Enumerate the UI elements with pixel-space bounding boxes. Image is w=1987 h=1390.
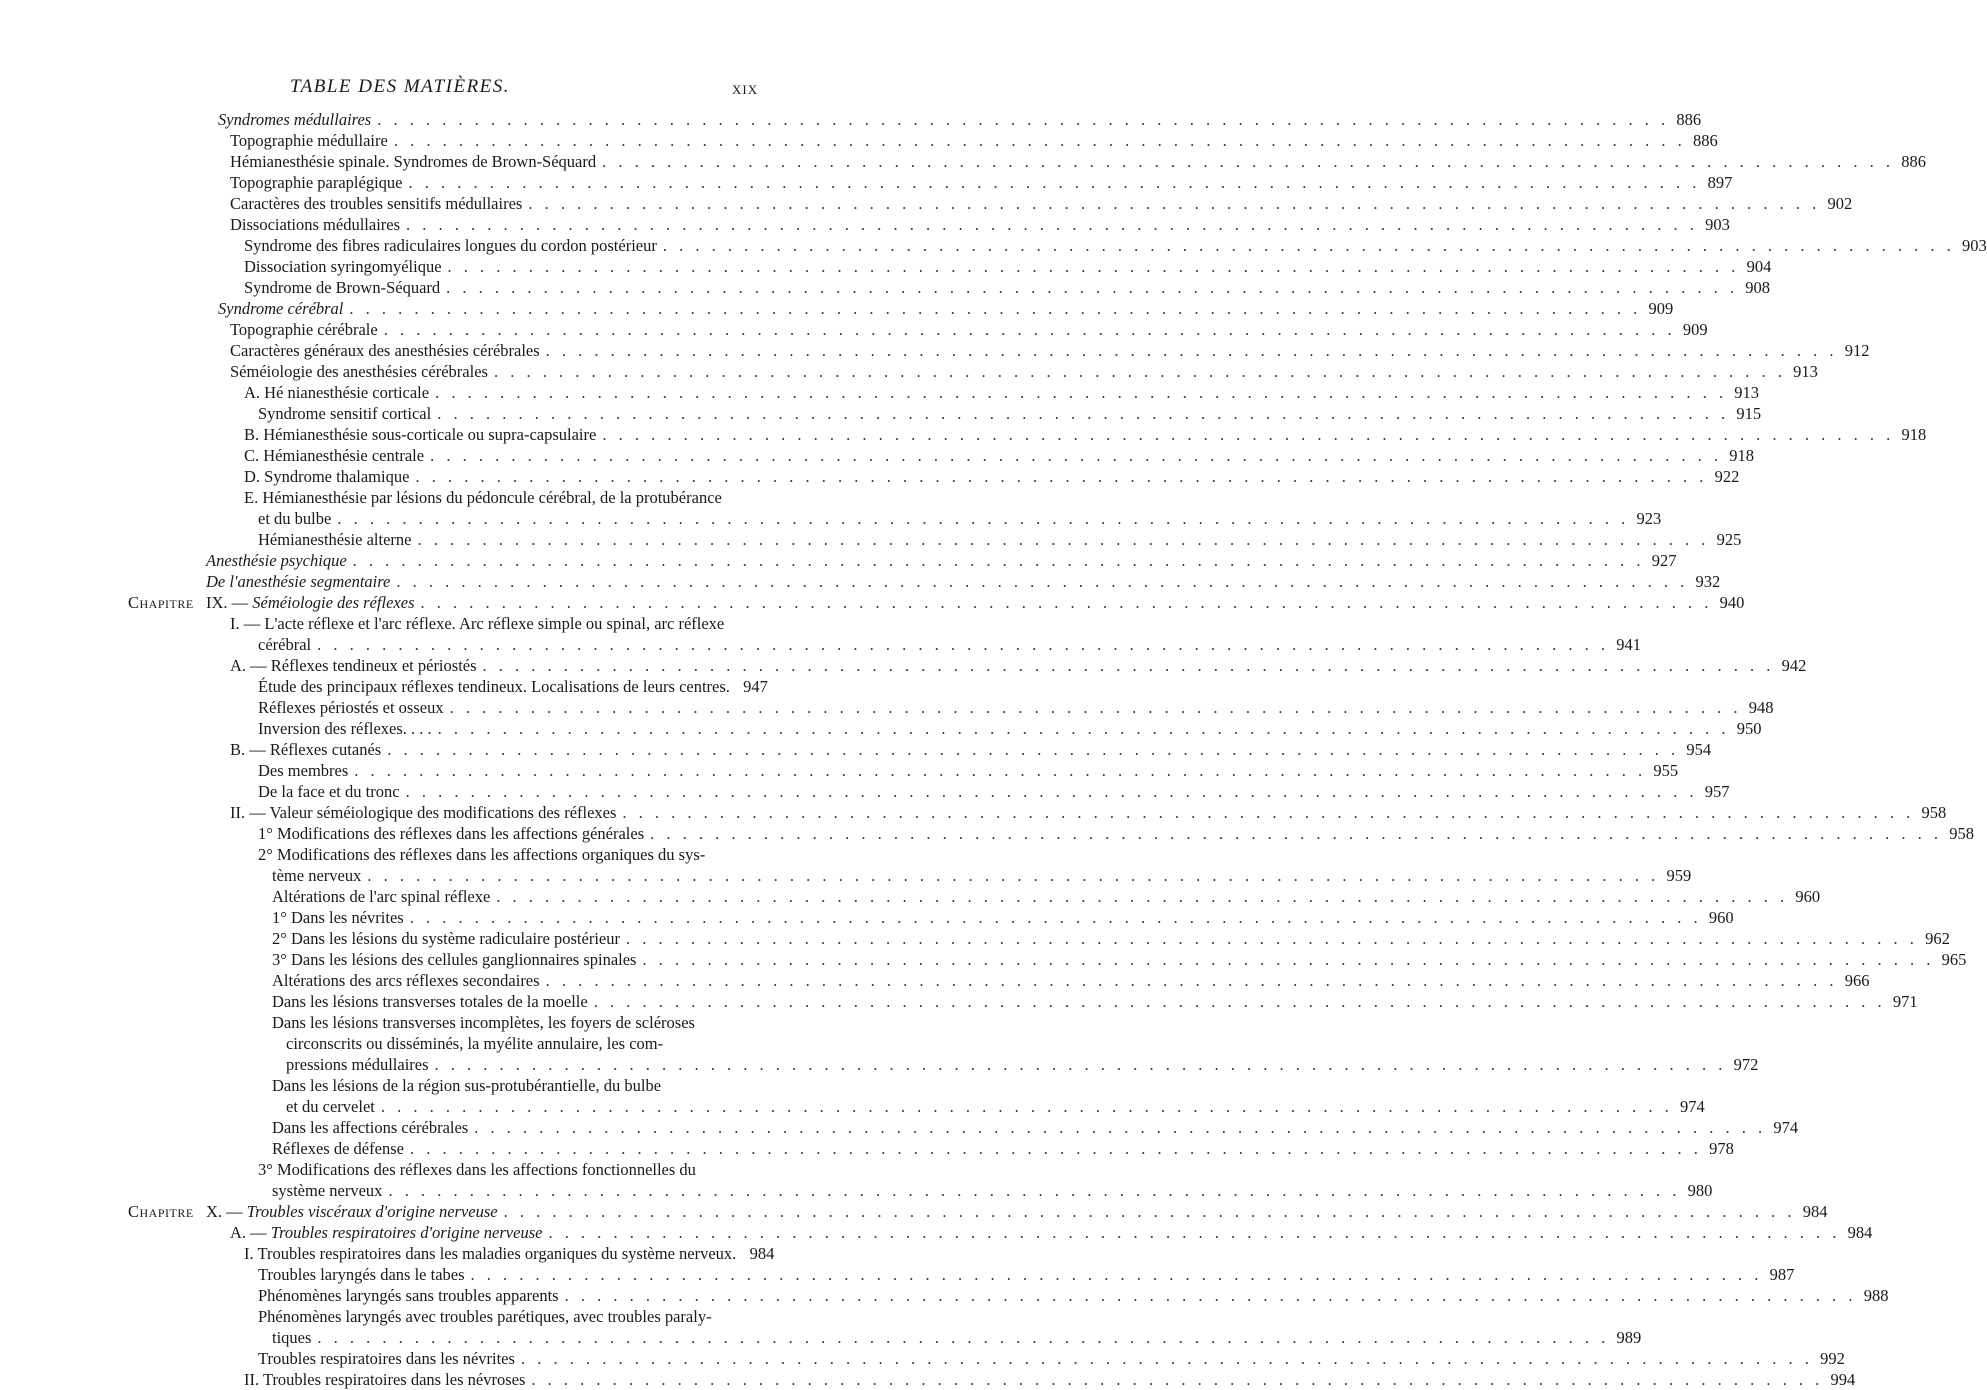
toc-entry: [0, 466, 1740, 487]
leader-dots: . . . . . . . . . . . . . . . . . . . . . . . . . . . . . . . . . . . . . . . . . . . . . . . . . . . . . . . . . . . . . . . . . . . . . . . . . . . . . . . .: [434, 1055, 1727, 1074]
toc-entry: [0, 1012, 800, 1033]
leader-dots: . . . . . . . . . . . . . . . . . . . . . . . . . . . . . . . . . . . . . . . . . . . . . . . . . . . . . . . . . . . . . . . . . . . . . . . . . . . . . . . .: [545, 341, 1838, 360]
leader-dots: . . . . . . . . . . . . . . . . . . . . . . . . . . . . . . . . . . . . . . . . . . . . . . . . . . . . . . . . . . . . . . . . . . . . . . . . . . . . . . . .: [548, 1223, 1841, 1242]
toc-page-number: 992: [1820, 1349, 1845, 1368]
toc-entry-title: Phénomènes laryngés sans troubles apparents: [258, 1286, 559, 1305]
toc-entry: [0, 802, 1947, 823]
toc-entry: [0, 193, 1853, 214]
toc-page-number: 959: [1666, 866, 1692, 885]
toc-entry: [0, 277, 1771, 298]
leader-dots: . . . . . . . . . . . . . . . . . . . . . . . . . . . . . . . . . . . . . . . . . . . . . . . . . . . . . . . . . . . . . . . . . . . . . . . . . . . . . . . .: [430, 446, 1722, 465]
toc-entry-title: 1° Dans les névrites: [272, 908, 404, 927]
toc-page-number: 941: [1616, 635, 1641, 654]
toc-entry-title: tiques: [272, 1328, 312, 1347]
toc-entry-title: X. — Troubles viscéraux d'origine nerveuse: [206, 1202, 498, 1221]
toc-entry-title: A. — Troubles respiratoires d'origine nerveuse: [230, 1223, 543, 1242]
toc-entry: [0, 1264, 1795, 1285]
leader-dots: . . . . . . . . . . . . . . . . . . . . . . . . . . . . . . . . . . . . . . . . . . . . . . . . . . . . . . . . . . . . . . . . . . . . . . . . . . . . . . . .: [354, 761, 1647, 780]
toc-entry: [0, 529, 1742, 550]
toc-entry-title: circonscrits ou disséminés, la myélite annulaire, les com-: [286, 1034, 664, 1053]
toc-entry-title: Caractères des troubles sensitifs médullaires: [230, 194, 523, 213]
toc-entry: [0, 1075, 800, 1096]
toc-page-number: 958: [1921, 803, 1947, 822]
toc-entry: [0, 319, 1708, 340]
toc-page-number: 994: [1830, 1370, 1856, 1389]
toc-entry: [0, 1054, 1759, 1075]
toc-page-number: 972: [1733, 1055, 1759, 1074]
toc-entry: [0, 508, 1662, 529]
toc-page-number: 984: [749, 1244, 775, 1263]
toc-entry-title: Topographie cérébrale: [230, 320, 378, 339]
toc-page-number: 957: [1704, 782, 1730, 801]
toc-entry-title: Dissociations médullaires: [230, 215, 401, 234]
toc-entry-title: Phénomènes laryngés avec troubles parétiques, avec troubles paraly-: [258, 1307, 712, 1326]
toc-entry: [0, 298, 1674, 319]
toc-entry: [0, 592, 1745, 613]
toc-entry-title: A. — Réflexes tendineux et périostés: [230, 656, 477, 675]
toc-entry: [0, 865, 1692, 886]
toc-entry-title: I. — L'acte réflexe et l'arc réflexe. Arc réflexe simple ou spinal, arc réflexe: [230, 614, 725, 633]
toc-page-number: 960: [1795, 887, 1821, 906]
toc-entry: [0, 130, 1718, 151]
toc-entry: [0, 1243, 800, 1264]
leader-dots: . . . . . . . . . . . . . . . . . . . . . . . . . . . . . . . . . . . . . . . . . . . . . . . . . . . . . . . . . . . . . . . . . . . . . . . . . . . . . . . .: [417, 530, 1710, 549]
toc-entry-title: I. Troubles respiratoires dans les maladies organiques du système nerveux.: [244, 1244, 737, 1263]
toc-entry: [0, 1222, 1873, 1243]
toc-entry: [0, 1180, 1713, 1201]
toc-page-number: 927: [1651, 551, 1677, 570]
toc-entry-title: E. Hémianesthésie par lésions du pédoncule cérébral, de la protubérance: [244, 488, 722, 507]
toc-entry-title: Syndrome sensitif cortical: [258, 404, 432, 423]
leader-dots: . . . . . . . . . . . . . . . . . . . . . . . . . . . . . . . . . . . . . . . . . . . . . . . . . . . . . . . . . . . . . . . . . . . . . . . . . . . . . . . .: [482, 656, 1775, 675]
leader-dots: . . . . . . . . . . . . . . . . . . . . . . . . . . . . . . . . . . . . . . . . . . . . . . . . . . . . . . . . . . . . . . . . . . . . . . . . . . . . . . . .: [435, 383, 1727, 402]
toc-page-number: 908: [1745, 278, 1771, 297]
toc-page-number: 904: [1746, 257, 1772, 276]
toc-entry: [0, 1327, 1642, 1348]
toc-page-number: 913: [1734, 383, 1759, 402]
toc-entry: [0, 1096, 1705, 1117]
toc-page-number: 922: [1714, 467, 1740, 486]
toc-entry: [0, 1348, 1845, 1369]
toc-entry-title: B. — Réflexes cutanés: [230, 740, 382, 759]
toc-entry-title: D. Syndrome thalamique: [244, 467, 410, 486]
toc-entry: [0, 445, 1754, 466]
toc-entry-title: Caractères généraux des anesthésies cérébrales: [230, 341, 540, 360]
leader-dots: . . . . . . . . . . . . . . . . . . . . . . . . . . . . . . . . . . . . . . . . . . . . . . . . . . . . . . . . . . . . . . . . . . . . . . . . . . . . . . . .: [564, 1286, 1857, 1305]
leader-dots: . . . . . . . . . . . . . . . . . . . . . . . . . . . . . . . . . . . . . . . . . . . . . . . . . . . . . . . . . . . . . . . . . . . . . . . . . . . . . . . .: [367, 866, 1660, 885]
toc-entry-title: II. Troubles respiratoires dans les névroses: [244, 1370, 526, 1389]
toc-entry-title: 2° Dans les lésions du système radiculaire postérieur: [272, 929, 620, 948]
toc-entry-title: système nerveux: [272, 1181, 383, 1200]
leader-dots: . . . . . . . . . . . . . . . . . . . . . . . . . . . . . . . . . . . . . . . . . . . . . . . . . . . . . . . . . . . . . . . . . . . . . . . . . . . . . . . .: [383, 320, 1676, 339]
leader-dots: . . . . . . . . . . . . . . . . . . . . . . . . . . . . . . . . . . . . . . . . . . . . . . . . . . . . . . . . . . . . . . . . . . . . . . . . . . . . . . . .: [531, 1370, 1824, 1389]
toc-page-number: 950: [1736, 719, 1762, 738]
toc-page-number: 965: [1941, 950, 1967, 969]
toc-page-number: 932: [1695, 572, 1721, 591]
toc-page-number: 958: [1949, 824, 1974, 843]
leader-dots: . . . . . . . . . . . . . . . . . . . . . . . . . . . . . . . . . . . . . . . . . . . . . . . . . . . . . . . . . . . . . . . . . . . . . . . . . . . . . . . .: [545, 971, 1838, 990]
toc-entry-title: Topographie paraplégique: [230, 173, 403, 192]
toc-entry: [0, 949, 1967, 970]
toc-page-number: 966: [1844, 971, 1870, 990]
toc-page-number: 942: [1781, 656, 1807, 675]
leader-dots: . . . . . . . . . . . . . . . . . . . . . . . . . . . . . . . . . . . . . . . . . . . . . . . . . . . . . . . . . . . . . . . . . . . . . . . . . . . . . . . .: [380, 1097, 1673, 1116]
toc-page-number: 909: [1648, 299, 1674, 318]
toc-page-number: 988: [1863, 1286, 1889, 1305]
toc-entry-title: Réflexes de défense: [272, 1139, 404, 1158]
toc-entry-title: Des membres: [258, 761, 349, 780]
toc-page-number: 984: [1847, 1223, 1873, 1242]
toc-entry: [0, 655, 1807, 676]
toc-entry: [0, 634, 1641, 655]
toc-entry: [0, 613, 800, 634]
toc-page-number: 974: [1773, 1118, 1799, 1137]
toc-entry-title: Altérations de l'arc spinal réflexe: [272, 887, 491, 906]
leader-dots: . . . . . . . . . . . . . . . . . . . . . . . . . . . . . . . . . . . . . . . . . . . . . . . . . . . . . . . . . . . . . . . . . . . . . . . . . . . . . . . .: [437, 404, 1730, 423]
toc-page-number: 980: [1687, 1181, 1713, 1200]
toc-page-number: 913: [1793, 362, 1818, 381]
toc-entry-title: Syndrome des fibres radiculaires longues du cordon postérieur: [244, 236, 657, 255]
toc-entry-title: Troubles respiratoires dans les névrites: [258, 1349, 515, 1368]
toc-page-number: 912: [1844, 341, 1870, 360]
toc-entry: [0, 718, 1762, 739]
toc-entry-title: Réflexes périostés et osseux: [258, 698, 444, 717]
toc-entry-title: Troubles laryngés dans le tabes: [258, 1265, 465, 1284]
leader-dots: . . . . . . . . . . . . . . . . . . . . . . . . . . . . . . . . . . . . . . . . . . . . . . . . . . . . . . . . . . . . . . . . . . . . . . . . . . . . . . . .: [409, 1139, 1702, 1158]
toc-entry: [0, 235, 1987, 256]
leader-dots: . . . . . . . . . . . . . . . . . . . . . . . . . . . . . . . . . . . . . . . . . . . . . . . . . . . . . . . . . . . . . . . . . . . . . . . . . . . . . . . .: [388, 1181, 1681, 1200]
toc-entry: [0, 1117, 1799, 1138]
toc-entry-title: Dans les affections cérébrales: [272, 1118, 469, 1137]
leader-dots: . . . . . . . . . . . . . . . . . . . . . . . . . . . . . . . . . . . . . . . . . . . . . . . . . . . . . . . . . . . . . . . . . . . . . . . . . . . . . . . .: [650, 824, 1942, 843]
toc-page-number: 948: [1748, 698, 1774, 717]
toc-page-number: 886: [1692, 131, 1718, 150]
toc-entry-title: A. Hé nianesthésie corticale: [244, 383, 430, 402]
toc-page-number: 886: [1676, 110, 1702, 129]
toc-entry: [0, 991, 1918, 1012]
leader-dots: . . . . . . . . . . . . . . . . . . . . . . . . . . . . . . . . . . . . . . . . . . . . . . . . . . . . . . . . . . . . . . . . . . . . . . . . . . . . . . . .: [317, 1328, 1610, 1347]
toc-entry: [0, 697, 1774, 718]
toc-entry: [0, 172, 1733, 193]
leader-dots: . . . . . . . . . . . . . . . . . . . . . . . . . . . . . . . . . . . . . . . . . . . . . . . . . . . . . . . . . . . . . . . . . . . . . . . . . . . . . . . .: [447, 257, 1740, 276]
toc-entry: [0, 1159, 800, 1180]
leader-dots: . . . . . . . . . . . . . . . . . . . . . . . . . . . . . . . . . . . . . . . . . . . . . . . . . . . . . . . . . . . . . . . . . . . . . . . . . . . . . . . .: [377, 110, 1670, 129]
leader-dots: . . . . . . . . . . . . . . . . . . . . . . . . . . . . . . . . . . . . . . . . . . . . . . . . . . . . . . . . . . . . . . . . . . . . . . . . . . . . . . . .: [437, 719, 1730, 738]
toc-entry: [0, 424, 1927, 445]
toc-entry: [0, 340, 1870, 361]
toc-entry-title: De l'anesthésie segmentaire: [206, 572, 391, 591]
toc-entry: [0, 823, 1974, 844]
toc-entry: [0, 403, 1762, 424]
toc-page-number: 918: [1901, 425, 1927, 444]
toc-entry-title: Inversion des réflexes. . . .: [258, 719, 432, 738]
toc-page-number: 923: [1636, 509, 1662, 528]
toc-entry-title: Hémianesthésie alterne: [258, 530, 412, 549]
toc-page-number: 925: [1716, 530, 1742, 549]
leader-dots: . . . . . . . . . . . . . . . . . . . . . . . . . . . . . . . . . . . . . . . . . . . . . . . . . . . . . . . . . . . . . . . . . . . . . . . . . . . . . . . .: [409, 908, 1702, 927]
toc-entry-title: Syndrome de Brown-Séquard: [244, 278, 441, 297]
toc-entry-title: et du cervelet: [286, 1097, 375, 1116]
toc-entry: [0, 886, 1821, 907]
toc-page-number: 984: [1802, 1202, 1828, 1221]
toc-entry: [0, 1201, 1828, 1222]
table-of-contents: [0, 109, 1987, 1390]
toc-entry: [0, 1285, 1889, 1306]
leader-dots: . . . . . . . . . . . . . . . . . . . . . . . . . . . . . . . . . . . . . . . . . . . . . . . . . . . . . . . . . . . . . . . . . . . . . . . . . . . . . . . .: [662, 236, 1955, 255]
toc-entry-title: Séméiologie des anesthésies cérébrales: [230, 362, 488, 381]
chapter-label: Chapitre: [128, 593, 194, 612]
toc-entry-title: 3° Modifications des réflexes dans les affections fonctionnelles du: [258, 1160, 696, 1179]
toc-entry: [0, 151, 1927, 172]
toc-entry: [0, 676, 800, 697]
toc-entry-title: 2° Modifications des réflexes dans les affections organiques du sys-: [258, 845, 706, 864]
toc-entry: [0, 1138, 1734, 1159]
toc-page-number: 960: [1708, 908, 1734, 927]
toc-entry: [0, 487, 800, 508]
toc-entry: [0, 760, 1679, 781]
toc-entry-title: Topographie médullaire: [230, 131, 388, 150]
leader-dots: . . . . . . . . . . . . . . . . . . . . . . . . . . . . . . . . . . . . . . . . . . . . . . . . . . . . . . . . . . . . . . . . . . . . . . . . . . . . . . . .: [503, 1202, 1796, 1221]
toc-page-number: 903: [1961, 236, 1987, 255]
leader-dots: . . . . . . . . . . . . . . . . . . . . . . . . . . . . . . . . . . . . . . . . . . . . . . . . . . . . . . . . . . . . . . . . . . . . . . . . . . . . . . . .: [602, 425, 1895, 444]
toc-page-number: 954: [1686, 740, 1712, 759]
leader-dots: . . . . . . . . . . . . . . . . . . . . . . . . . . . . . . . . . . . . . . . . . . . . . . . . . . . . . . . . . . . . . . . . . . . . . . . . . . . . . . . .: [642, 950, 1935, 969]
leader-dots: . . . . . . . . . . . . . . . . . . . . . . . . . . . . . . . . . . . . . . . . . . . . . . . . . . . . . . . . . . . . . . . . . . . . . . . . . . . . . . . .: [408, 173, 1701, 192]
leader-dots: . . . . . . . . . . . . . . . . . . . . . . . . . . . . . . . . . . . . . . . . . . . . . . . . . . . . . . . . . . . . . . . . . . . . . . . . . . . . . . . .: [622, 803, 1915, 822]
chapter-label: Chapitre: [128, 1202, 194, 1221]
toc-entry: [0, 844, 800, 865]
toc-page-number: 909: [1682, 320, 1708, 339]
leader-dots: . . . . . . . . . . . . . . . . . . . . . . . . . . . . . . . . . . . . . . . . . . . . . . . . . . . . . . . . . . . . . . . . . . . . . . . . . . . . . . . .: [420, 593, 1713, 612]
toc-page-number: 947: [743, 677, 768, 696]
leader-dots: . . . . . . . . . . . . . . . . . . . . . . . . . . . . . . . . . . . . . . . . . . . . . . . . . . . . . . . . . . . . . . . . . . . . . . . . . . . . . . . .: [415, 467, 1708, 486]
toc-entry-title: C. Hémianesthésie centrale: [244, 446, 425, 465]
leader-dots: . . . . . . . . . . . . . . . . . . . . . . . . . . . . . . . . . . . . . . . . . . . . . . . . . . . . . . . . . . . . . . . . . . . . . . . . . . . . . . . .: [602, 152, 1895, 171]
page-header-title: TABLE DES MATIÈRES.: [289, 76, 511, 97]
toc-entry-title: pressions médullaires: [286, 1055, 429, 1074]
leader-dots: . . . . . . . . . . . . . . . . . . . . . . . . . . . . . . . . . . . . . . . . . . . . . . . . . . . . . . . . . . . . . . . . . . . . . . . . . . . . . . . .: [625, 929, 1918, 948]
leader-dots: . . . . . . . . . . . . . . . . . . . . . . . . . . . . . . . . . . . . . . . . . . . . . . . . . . . . . . . . . . . . . . . . . . . . . . . . . . . . . . . .: [352, 551, 1645, 570]
toc-entry: [0, 550, 1677, 571]
toc-entry: [0, 970, 1870, 991]
toc-page-number: 955: [1653, 761, 1679, 780]
toc-entry-title: cérébral: [258, 635, 312, 654]
toc-page-number: 978: [1709, 1139, 1734, 1158]
toc-entry: [0, 739, 1712, 760]
leader-dots: . . . . . . . . . . . . . . . . . . . . . . . . . . . . . . . . . . . . . . . . . . . . . . . . . . . . . . . . . . . . . . . . . . . . . . . . . . . . . . . .: [405, 782, 1698, 801]
toc-entry: [0, 1369, 1856, 1390]
toc-entry-title: Dans les lésions transverses incomplètes, les foyers de scléroses: [272, 1013, 695, 1032]
toc-entry-title: tème nerveux: [272, 866, 362, 885]
leader-dots: . . . . . . . . . . . . . . . . . . . . . . . . . . . . . . . . . . . . . . . . . . . . . . . . . . . . . . . . . . . . . . . . . . . . . . . . . . . . . . . .: [396, 572, 1689, 591]
toc-entry-title: B. Hémianesthésie sous-corticale ou supra-capsulaire: [244, 425, 597, 444]
toc-entry: [0, 571, 1721, 592]
toc-entry-title: Hémianesthésie spinale. Syndromes de Brown-Séquard: [230, 152, 597, 171]
leader-dots: . . . . . . . . . . . . . . . . . . . . . . . . . . . . . . . . . . . . . . . . . . . . . . . . . . . . . . . . . . . . . . . . . . . . . . . . . . . . . . . .: [520, 1349, 1813, 1368]
toc-page-number: 962: [1925, 929, 1950, 948]
toc-entry-title: 1° Modifications des réflexes dans les affections générales: [258, 824, 645, 843]
toc-page-number: 886: [1901, 152, 1927, 171]
toc-entry: [0, 907, 1734, 928]
toc-page-number: 915: [1736, 404, 1762, 423]
leader-dots: . . . . . . . . . . . . . . . . . . . . . . . . . . . . . . . . . . . . . . . . . . . . . . . . . . . . . . . . . . . . . . . . . . . . . . . . . . . . . . . .: [496, 887, 1789, 906]
toc-entry-title: Syndromes médullaires: [218, 110, 372, 129]
leader-dots: . . . . . . . . . . . . . . . . . . . . . . . . . . . . . . . . . . . . . . . . . . . . . . . . . . . . . . . . . . . . . . . . . . . . . . . . . . . . . . . .: [449, 698, 1742, 717]
toc-entry-title: Dans les lésions de la région sus-protubérantielle, du bulbe: [272, 1076, 662, 1095]
leader-dots: . . . . . . . . . . . . . . . . . . . . . . . . . . . . . . . . . . . . . . . . . . . . . . . . . . . . . . . . . . . . . . . . . . . . . . . . . . . . . . . .: [470, 1265, 1763, 1284]
leader-dots: . . . . . . . . . . . . . . . . . . . . . . . . . . . . . . . . . . . . . . . . . . . . . . . . . . . . . . . . . . . . . . . . . . . . . . . . . . . . . . . .: [406, 215, 1698, 234]
toc-page-number: 903: [1705, 215, 1730, 234]
leader-dots: . . . . . . . . . . . . . . . . . . . . . . . . . . . . . . . . . . . . . . . . . . . . . . . . . . . . . . . . . . . . . . . . . . . . . . . . . . . . . . . .: [349, 299, 1642, 318]
toc-entry-title: De la face et du tronc: [258, 782, 400, 801]
toc-entry: [0, 382, 1759, 403]
toc-entry: [0, 1306, 800, 1327]
toc-page-number: 897: [1707, 173, 1733, 192]
toc-entry-title: IX. — Séméiologie des réflexes: [206, 593, 415, 612]
toc-entry: [0, 256, 1772, 277]
toc-entry: [0, 214, 1730, 235]
toc-entry-title: II. — Valeur séméiologique des modifications des réflexes: [230, 803, 617, 822]
page-number: XIX: [732, 82, 759, 97]
toc-entry: [0, 1033, 800, 1054]
leader-dots: . . . . . . . . . . . . . . . . . . . . . . . . . . . . . . . . . . . . . . . . . . . . . . . . . . . . . . . . . . . . . . . . . . . . . . . . . . . . . . . .: [593, 992, 1886, 1011]
toc-page-number: 918: [1729, 446, 1754, 465]
leader-dots: . . . . . . . . . . . . . . . . . . . . . . . . . . . . . . . . . . . . . . . . . . . . . . . . . . . . . . . . . . . . . . . . . . . . . . . . . . . . . . . .: [474, 1118, 1767, 1137]
toc-entry-title: Anesthésie psychique: [206, 551, 347, 570]
leader-dots: . . . . . . . . . . . . . . . . . . . . . . . . . . . . . . . . . . . . . . . . . . . . . . . . . . . . . . . . . . . . . . . . . . . . . . . . . . . . . . . .: [493, 362, 1786, 381]
toc-entry-title: Dissociation syringomyélique: [244, 257, 442, 276]
toc-entry-title: Dans les lésions transverses totales de la moelle: [272, 992, 588, 1011]
toc-page-number: 971: [1892, 992, 1918, 1011]
leader-dots: . . . . . . . . . . . . . . . . . . . . . . . . . . . . . . . . . . . . . . . . . . . . . . . . . . . . . . . . . . . . . . . . . . . . . . . . . . . . . . . .: [446, 278, 1739, 297]
toc-page-number: 902: [1827, 194, 1853, 213]
toc-entry: [0, 361, 1818, 382]
toc-entry-title: Étude des principaux réflexes tendineux. Localisations de leurs centres.: [258, 677, 730, 696]
toc-entry: [0, 781, 1730, 802]
toc-entry-title: Altérations des arcs réflexes secondaires: [272, 971, 540, 990]
leader-dots: . . . . . . . . . . . . . . . . . . . . . . . . . . . . . . . . . . . . . . . . . . . . . . . . . . . . . . . . . . . . . . . . . . . . . . . . . . . . . . . .: [528, 194, 1821, 213]
toc-page-number: 987: [1769, 1265, 1795, 1284]
leader-dots: . . . . . . . . . . . . . . . . . . . . . . . . . . . . . . . . . . . . . . . . . . . . . . . . . . . . . . . . . . . . . . . . . . . . . . . . . . . . . . . .: [387, 740, 1680, 759]
toc-page-number: 940: [1719, 593, 1745, 612]
toc-entry-title: Syndrome cérébral: [218, 299, 344, 318]
toc-entry-title: et du bulbe: [258, 509, 332, 528]
toc-page-number: 989: [1616, 1328, 1642, 1347]
toc-entry: [0, 109, 1702, 130]
leader-dots: . . . . . . . . . . . . . . . . . . . . . . . . . . . . . . . . . . . . . . . . . . . . . . . . . . . . . . . . . . . . . . . . . . . . . . . . . . . . . . . .: [317, 635, 1609, 654]
leader-dots: . . . . . . . . . . . . . . . . . . . . . . . . . . . . . . . . . . . . . . . . . . . . . . . . . . . . . . . . . . . . . . . . . . . . . . . . . . . . . . . .: [393, 131, 1686, 150]
toc-page-number: 974: [1680, 1097, 1705, 1116]
toc-entry-title: 3° Dans les lésions des cellules ganglionnaires spinales: [272, 950, 637, 969]
toc-entry: [0, 928, 1950, 949]
leader-dots: . . . . . . . . . . . . . . . . . . . . . . . . . . . . . . . . . . . . . . . . . . . . . . . . . . . . . . . . . . . . . . . . . . . . . . . . . . . . . . . .: [337, 509, 1630, 528]
